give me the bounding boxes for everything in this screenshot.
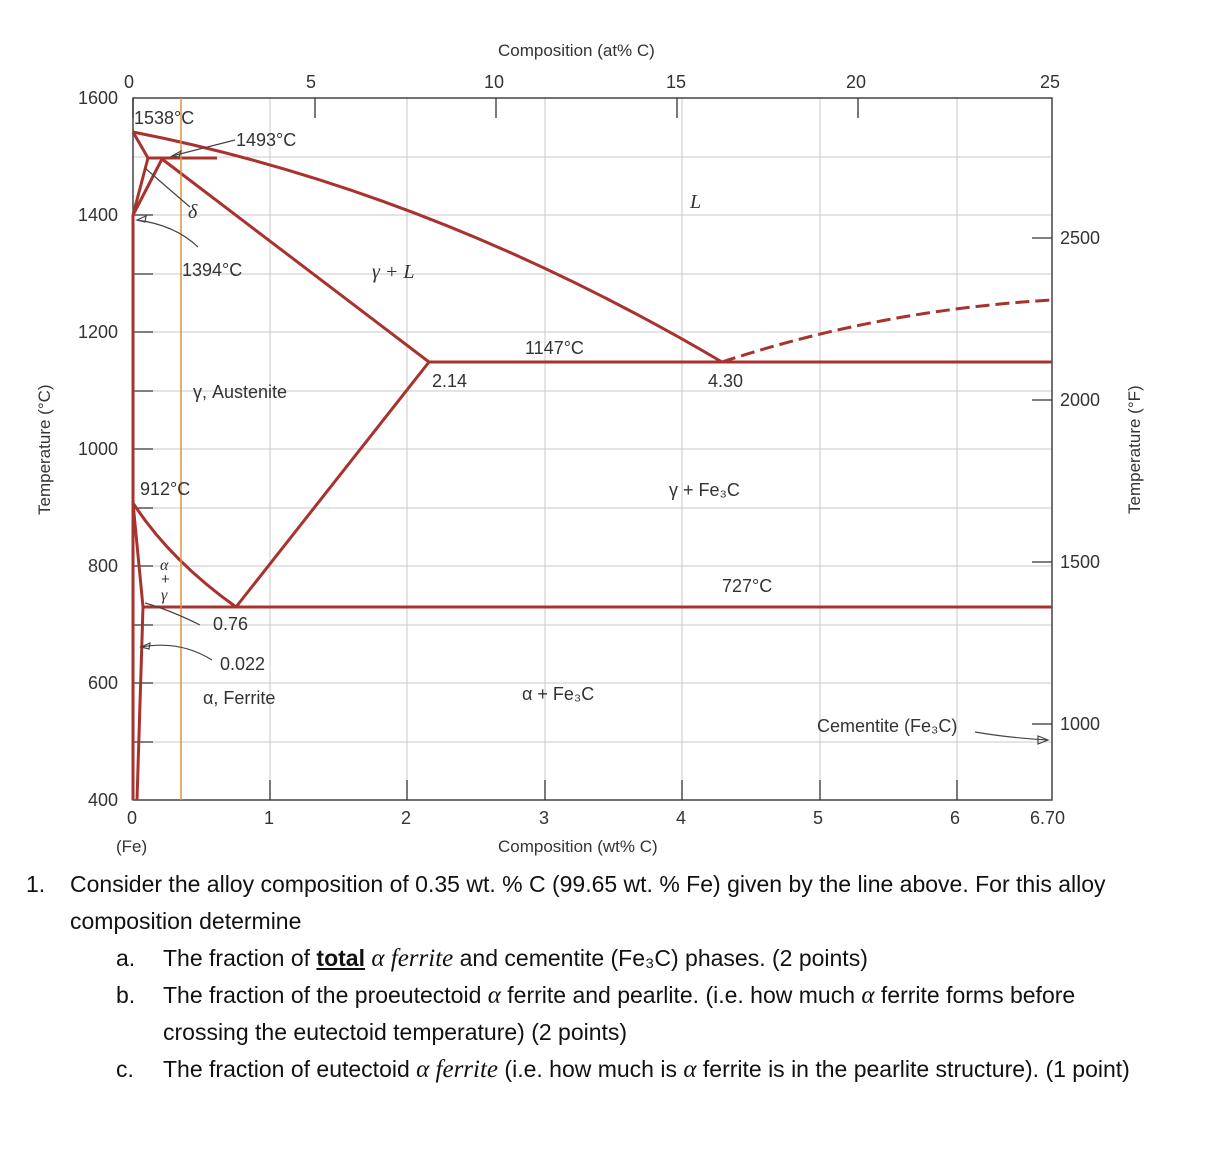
c-text-2: (i.e. how much is [498, 1056, 684, 1082]
label-4-30: 4.30 [708, 371, 744, 391]
b-text-1: The fraction of the proeutectoid [163, 982, 488, 1008]
bottom-tick-6: 6 [950, 808, 961, 828]
label-912c: 912°C [140, 479, 191, 499]
label-alpha-gamma-alpha: α [160, 557, 169, 574]
a-text-2: and cementite (Fe₃C) phases. (2 points) [453, 945, 868, 971]
b-text-3: ferrite forms before crossing the eutectoid temperature) (2 points) [163, 982, 1076, 1045]
c-text-1: The fraction of eutectoid [163, 1056, 417, 1082]
right-tick-1500: 1500 [1060, 552, 1101, 572]
sub-question-a-letter: a. [116, 945, 136, 971]
bottom-tick-1: 1 [264, 808, 275, 828]
right-tick-1000: 1000 [1060, 714, 1101, 734]
a3-line [133, 503, 236, 607]
label-727c: 727°C [722, 576, 773, 596]
bottom-tick-5: 5 [813, 808, 824, 828]
label-delta: δ [188, 201, 198, 223]
label-cementite: Cementite (Fe₃C) [817, 716, 958, 736]
label-austenite: γ, Austenite [193, 382, 288, 402]
right-axis-title: Temperature (°F) [1125, 385, 1144, 514]
bottom-tick-6-70: 6.70 [1030, 808, 1066, 828]
label-gamma-plus-fe3c: γ + Fe₃C [669, 480, 740, 500]
a-text-1: The fraction of [163, 945, 317, 971]
left-tick-1600: 1600 [78, 88, 119, 108]
label-0-76: 0.76 [213, 614, 249, 634]
sub-question-c-text [163, 1051, 1163, 1088]
bottom-tick-3: 3 [539, 808, 550, 828]
bottom-tick-4: 4 [676, 808, 687, 828]
right-tick-2000: 2000 [1060, 390, 1101, 410]
bottom-axis-title: Composition (wt% C) [498, 837, 658, 856]
sub-question-c-letter: c. [116, 1056, 134, 1082]
label-alpha-plus-fe3c: α + Fe₃C [522, 684, 595, 704]
bottom-fe-label: (Fe) [116, 837, 148, 856]
a-bold-total: total [316, 945, 365, 971]
liquidus-line [133, 132, 722, 362]
b-text-2: ferrite and pearlite. (i.e. how much [500, 982, 862, 1008]
annotation-arrows [137, 140, 1048, 744]
sub-question-b-text [163, 977, 1163, 1051]
left-tick-800: 800 [88, 556, 119, 576]
label-ferrite: α, Ferrite [203, 688, 276, 708]
label-1493c: 1493°C [236, 130, 297, 150]
right-tick-2500: 2500 [1060, 228, 1101, 248]
cementite-liquidus-dashed [722, 300, 1052, 362]
top-tick-20: 20 [846, 72, 867, 92]
label-gamma-plus-liquid: γ + L [372, 261, 415, 283]
label-alpha-gamma-gamma: γ [161, 587, 168, 604]
top-axis-title: Composition (at% C) [498, 41, 655, 60]
top-tick-10: 10 [484, 72, 505, 92]
question-number: 1. [26, 871, 46, 897]
c-text-3: ferrite is in the pearlite structure). (1 point) [696, 1056, 1130, 1082]
bottom-tick-2: 2 [401, 808, 412, 828]
b-math-2: α [861, 982, 875, 1009]
label-alpha-gamma-plus: + [161, 571, 170, 588]
bottom-tick-0: 0 [127, 808, 138, 828]
top-tick-25: 25 [1040, 72, 1061, 92]
c-math-1: α ferrite [416, 1056, 499, 1083]
question-text: Consider the alloy composition of 0.35 wt. % C (99.65 wt. % Fe) given by the line above. For this alloy composition determine [70, 871, 1106, 934]
label-1394c: 1394°C [182, 260, 243, 280]
label-1147c: 1147°C [525, 338, 584, 358]
left-axis-title: Temperature (°C) [35, 384, 54, 515]
sub-question-b-letter: b. [116, 982, 136, 1008]
c-math-2: α [683, 1056, 697, 1083]
left-tick-1400: 1400 [78, 205, 119, 225]
top-tick-15: 15 [666, 72, 687, 92]
label-2-14: 2.14 [432, 371, 468, 391]
label-1538c: 1538°C [134, 108, 195, 128]
b-math-1: α [487, 982, 501, 1009]
label-0-022: 0.022 [220, 654, 266, 674]
left-tick-400: 400 [88, 790, 119, 810]
left-tick-1000: 1000 [78, 439, 119, 459]
delta-gamma-boundary [133, 159, 162, 215]
top-tick-0: 0 [124, 72, 135, 92]
a-math: α ferrite [371, 945, 454, 972]
top-tick-5: 5 [306, 72, 317, 92]
left-tick-1200: 1200 [78, 322, 119, 342]
label-liquid: L [690, 191, 702, 213]
sub-question-a-text [163, 940, 1163, 977]
left-tick-600: 600 [88, 673, 119, 693]
